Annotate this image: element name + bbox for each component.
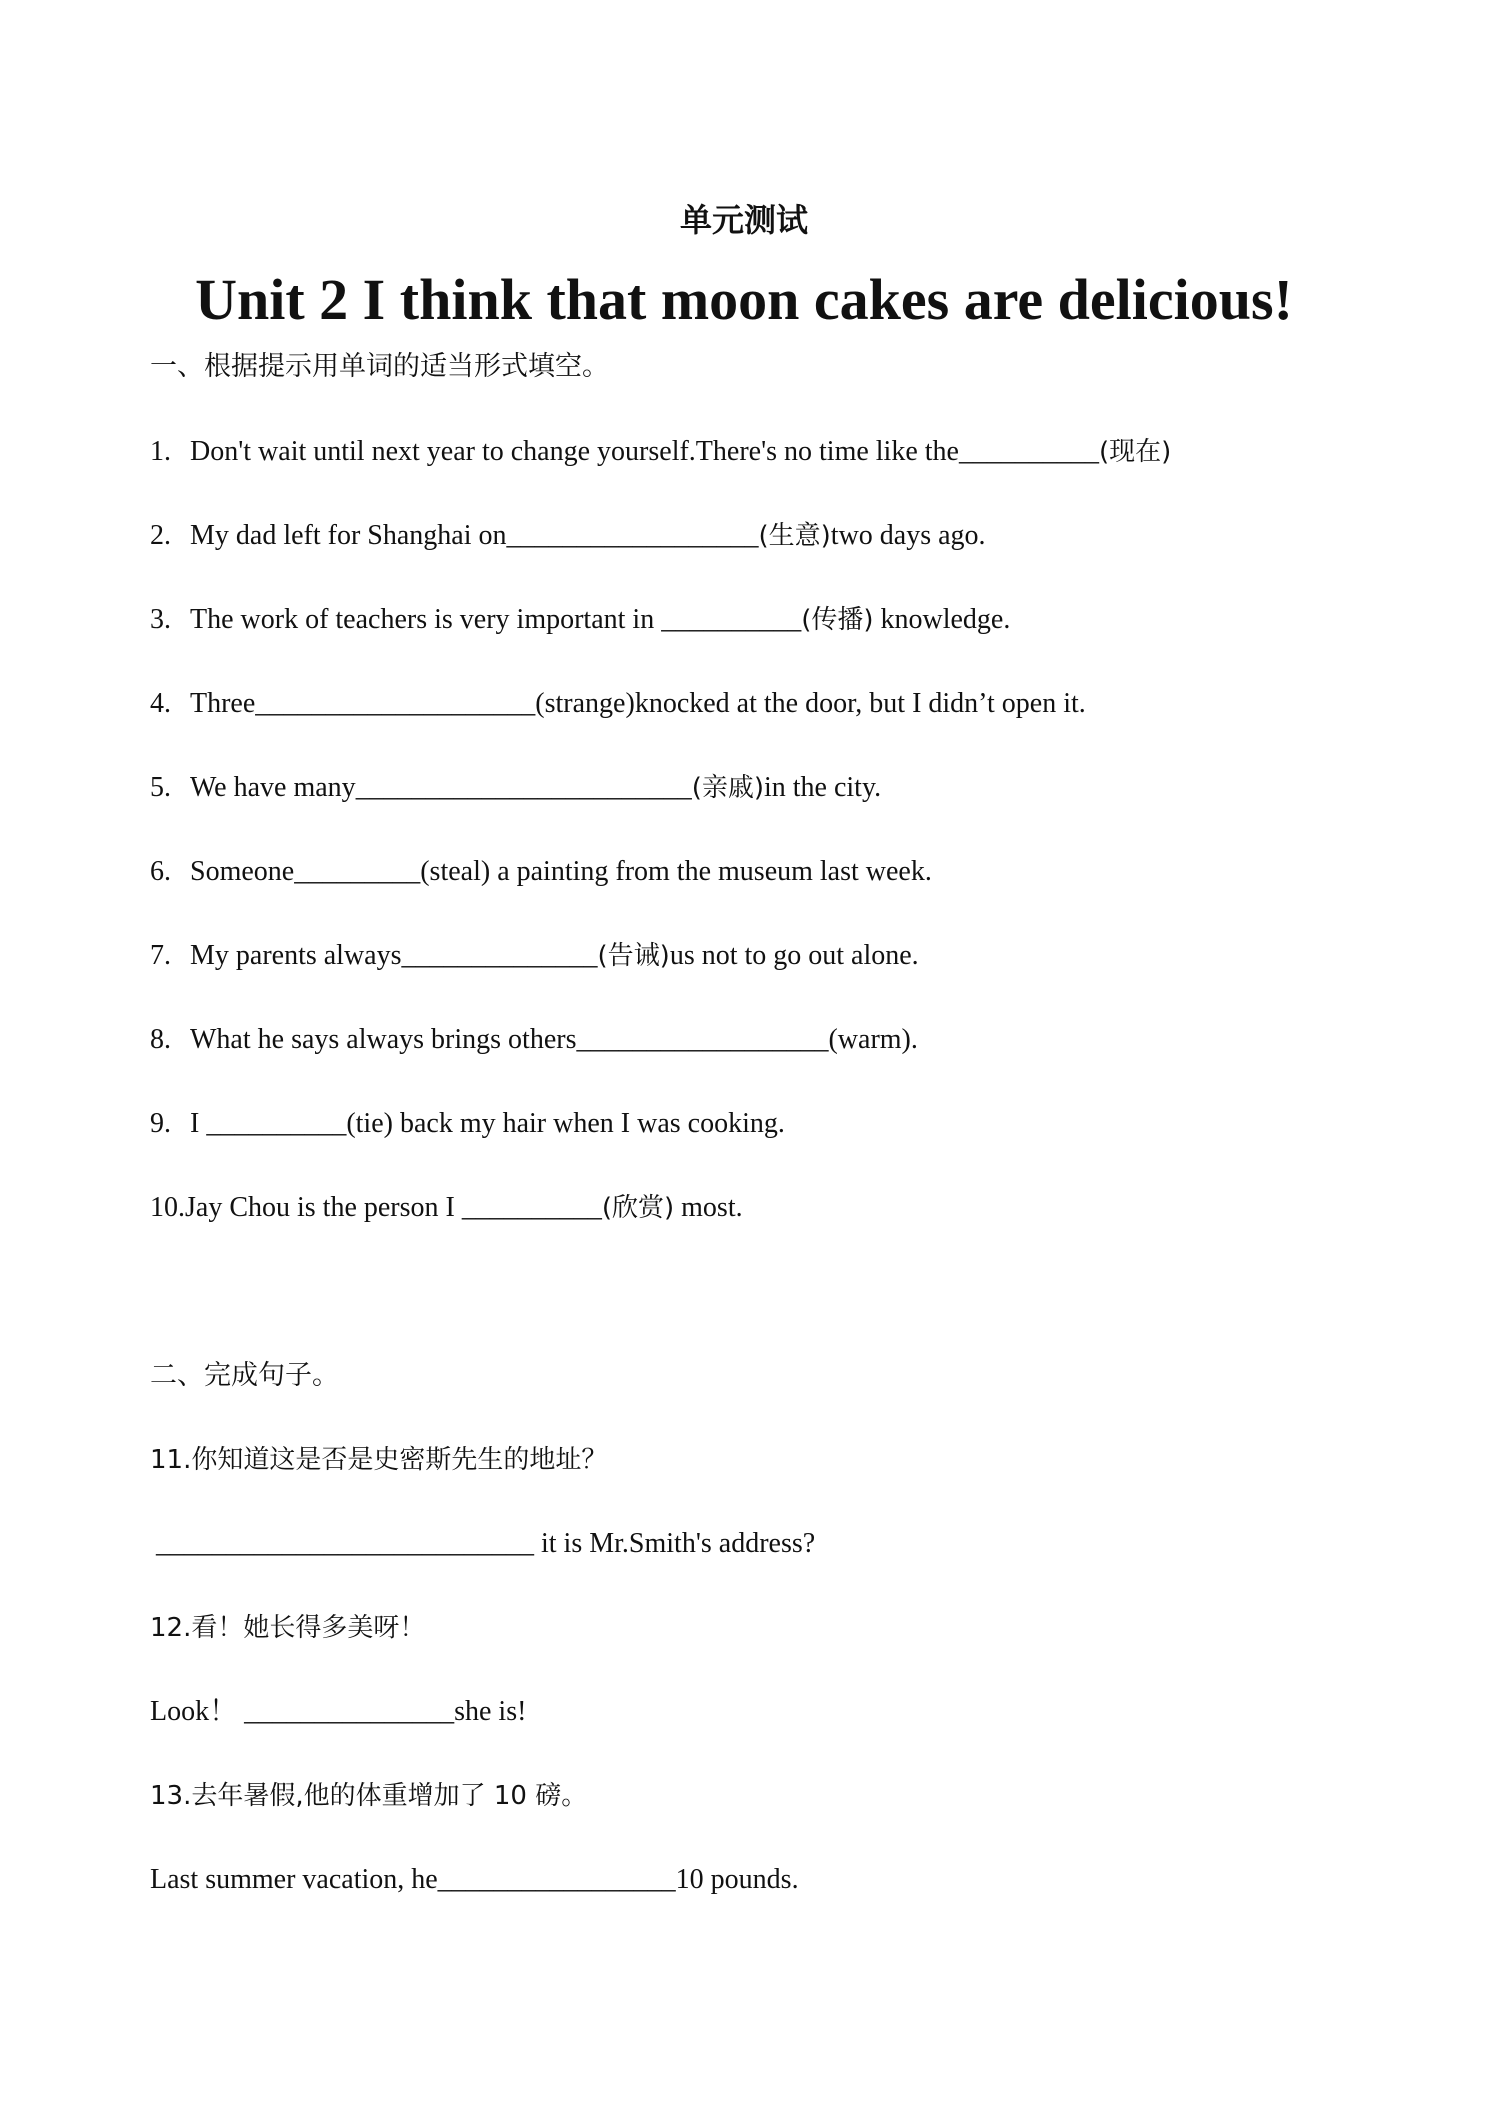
answer-blank: __________ [661, 604, 802, 635]
section-1-heading: 一、根据提示用单词的适当形式填空。 [150, 351, 609, 382]
question-12-answer-line [150, 1692, 526, 1732]
question-text-after: knocked at the door, but I didn’t open it. [634, 688, 1086, 719]
question-prompt: 12.看！她长得多美呀！ [150, 1613, 426, 1643]
question-text-after: . [910, 1024, 918, 1055]
question-text-after: knowledge. [873, 604, 1011, 635]
hint: (传播) [801, 605, 874, 635]
answer-blank: __________ [206, 1108, 347, 1139]
question-4 [150, 684, 1086, 724]
question-text-after: us not to go out alone. [669, 940, 919, 971]
answer-blank: ________________________ [355, 772, 692, 803]
answer-blank: __________ [461, 1192, 602, 1223]
hint: (tie) [346, 1108, 393, 1139]
answer-line-text: ___________________________ it is Mr.Smith's address? [156, 1528, 816, 1559]
question-8 [150, 1020, 918, 1060]
question-7 [150, 936, 919, 976]
question-3 [150, 600, 1010, 640]
question-number: 4. [150, 688, 171, 719]
question-11-prompt [150, 1440, 607, 1480]
question-13-prompt [150, 1776, 587, 1816]
section-2-heading: 二、完成句子。 [150, 1360, 339, 1391]
answer-blank: _________ [294, 856, 421, 887]
question-9 [150, 1104, 785, 1144]
question-text-after: in the city. [763, 772, 882, 803]
hint: (steal) [420, 856, 491, 887]
worksheet-title: Unit 2 I think that moon cakes are delicious! [195, 267, 1293, 332]
answer-blank: ____________________ [255, 688, 536, 719]
question-11-answer-line [156, 1524, 815, 1564]
question-1 [150, 432, 1171, 472]
hint: (strange) [535, 688, 635, 719]
question-text-before: We have many [190, 772, 356, 803]
answer-blank: __________________ [576, 1024, 829, 1055]
hint: (亲戚) [691, 773, 764, 803]
question-number: 2. [150, 520, 171, 551]
question-text-after: back my hair when I was cooking. [392, 1108, 785, 1139]
hint: (欣赏) [601, 1193, 675, 1223]
question-6 [150, 852, 932, 892]
answer-line-text: Look！ _______________she is! [150, 1696, 527, 1727]
question-12-prompt [150, 1608, 425, 1648]
question-text-after: most. [674, 1192, 743, 1223]
question-text-before: Someone [190, 856, 295, 887]
question-number: 7. [150, 940, 171, 971]
question-text-after: two days ago. [830, 520, 986, 551]
answer-blank: __________ [958, 436, 1099, 467]
question-text-before: Three [190, 688, 256, 719]
question-number: 3. [150, 604, 171, 635]
question-number: 9. [150, 1108, 171, 1139]
question-text-before: Don't wait until next year to change yourself.There's no time like the [190, 436, 959, 467]
question-number: 5. [150, 772, 171, 803]
question-text-before: My dad left for Shanghai on [190, 520, 507, 551]
hint: (生意) [758, 521, 831, 551]
question-text-before: My parents always [190, 940, 402, 971]
question-2 [150, 516, 986, 556]
question-13-answer-line [150, 1860, 799, 1900]
hint: (告诫) [597, 941, 670, 971]
question-10 [150, 1188, 743, 1228]
question-5 [150, 768, 881, 808]
answer-line-text: Last summer vacation, he_________________10 pounds. [150, 1864, 799, 1895]
question-text-before: Jay Chou is the person I [185, 1192, 462, 1223]
answer-blank: __________________ [506, 520, 759, 551]
question-prompt: 13.去年暑假,他的体重增加了 10 磅。 [150, 1781, 588, 1811]
hint: (现在) [1098, 437, 1172, 467]
answer-blank: ______________ [401, 940, 598, 971]
question-number: 6. [150, 856, 171, 887]
question-prompt: 11.你知道这是否是史密斯先生的地址？ [150, 1445, 608, 1475]
question-number: 10. [150, 1192, 185, 1223]
question-number: 8. [150, 1024, 171, 1055]
question-text-before: The work of teachers is very important in [190, 604, 662, 635]
worksheet-subtitle: 单元测试 [679, 201, 808, 239]
question-number: 1. [150, 436, 171, 467]
question-text-before: I [190, 1108, 207, 1139]
question-text-after: a painting from the museum last week. [490, 856, 932, 887]
question-text-before: What he says always brings others [190, 1024, 577, 1055]
hint: (warm) [828, 1024, 911, 1055]
